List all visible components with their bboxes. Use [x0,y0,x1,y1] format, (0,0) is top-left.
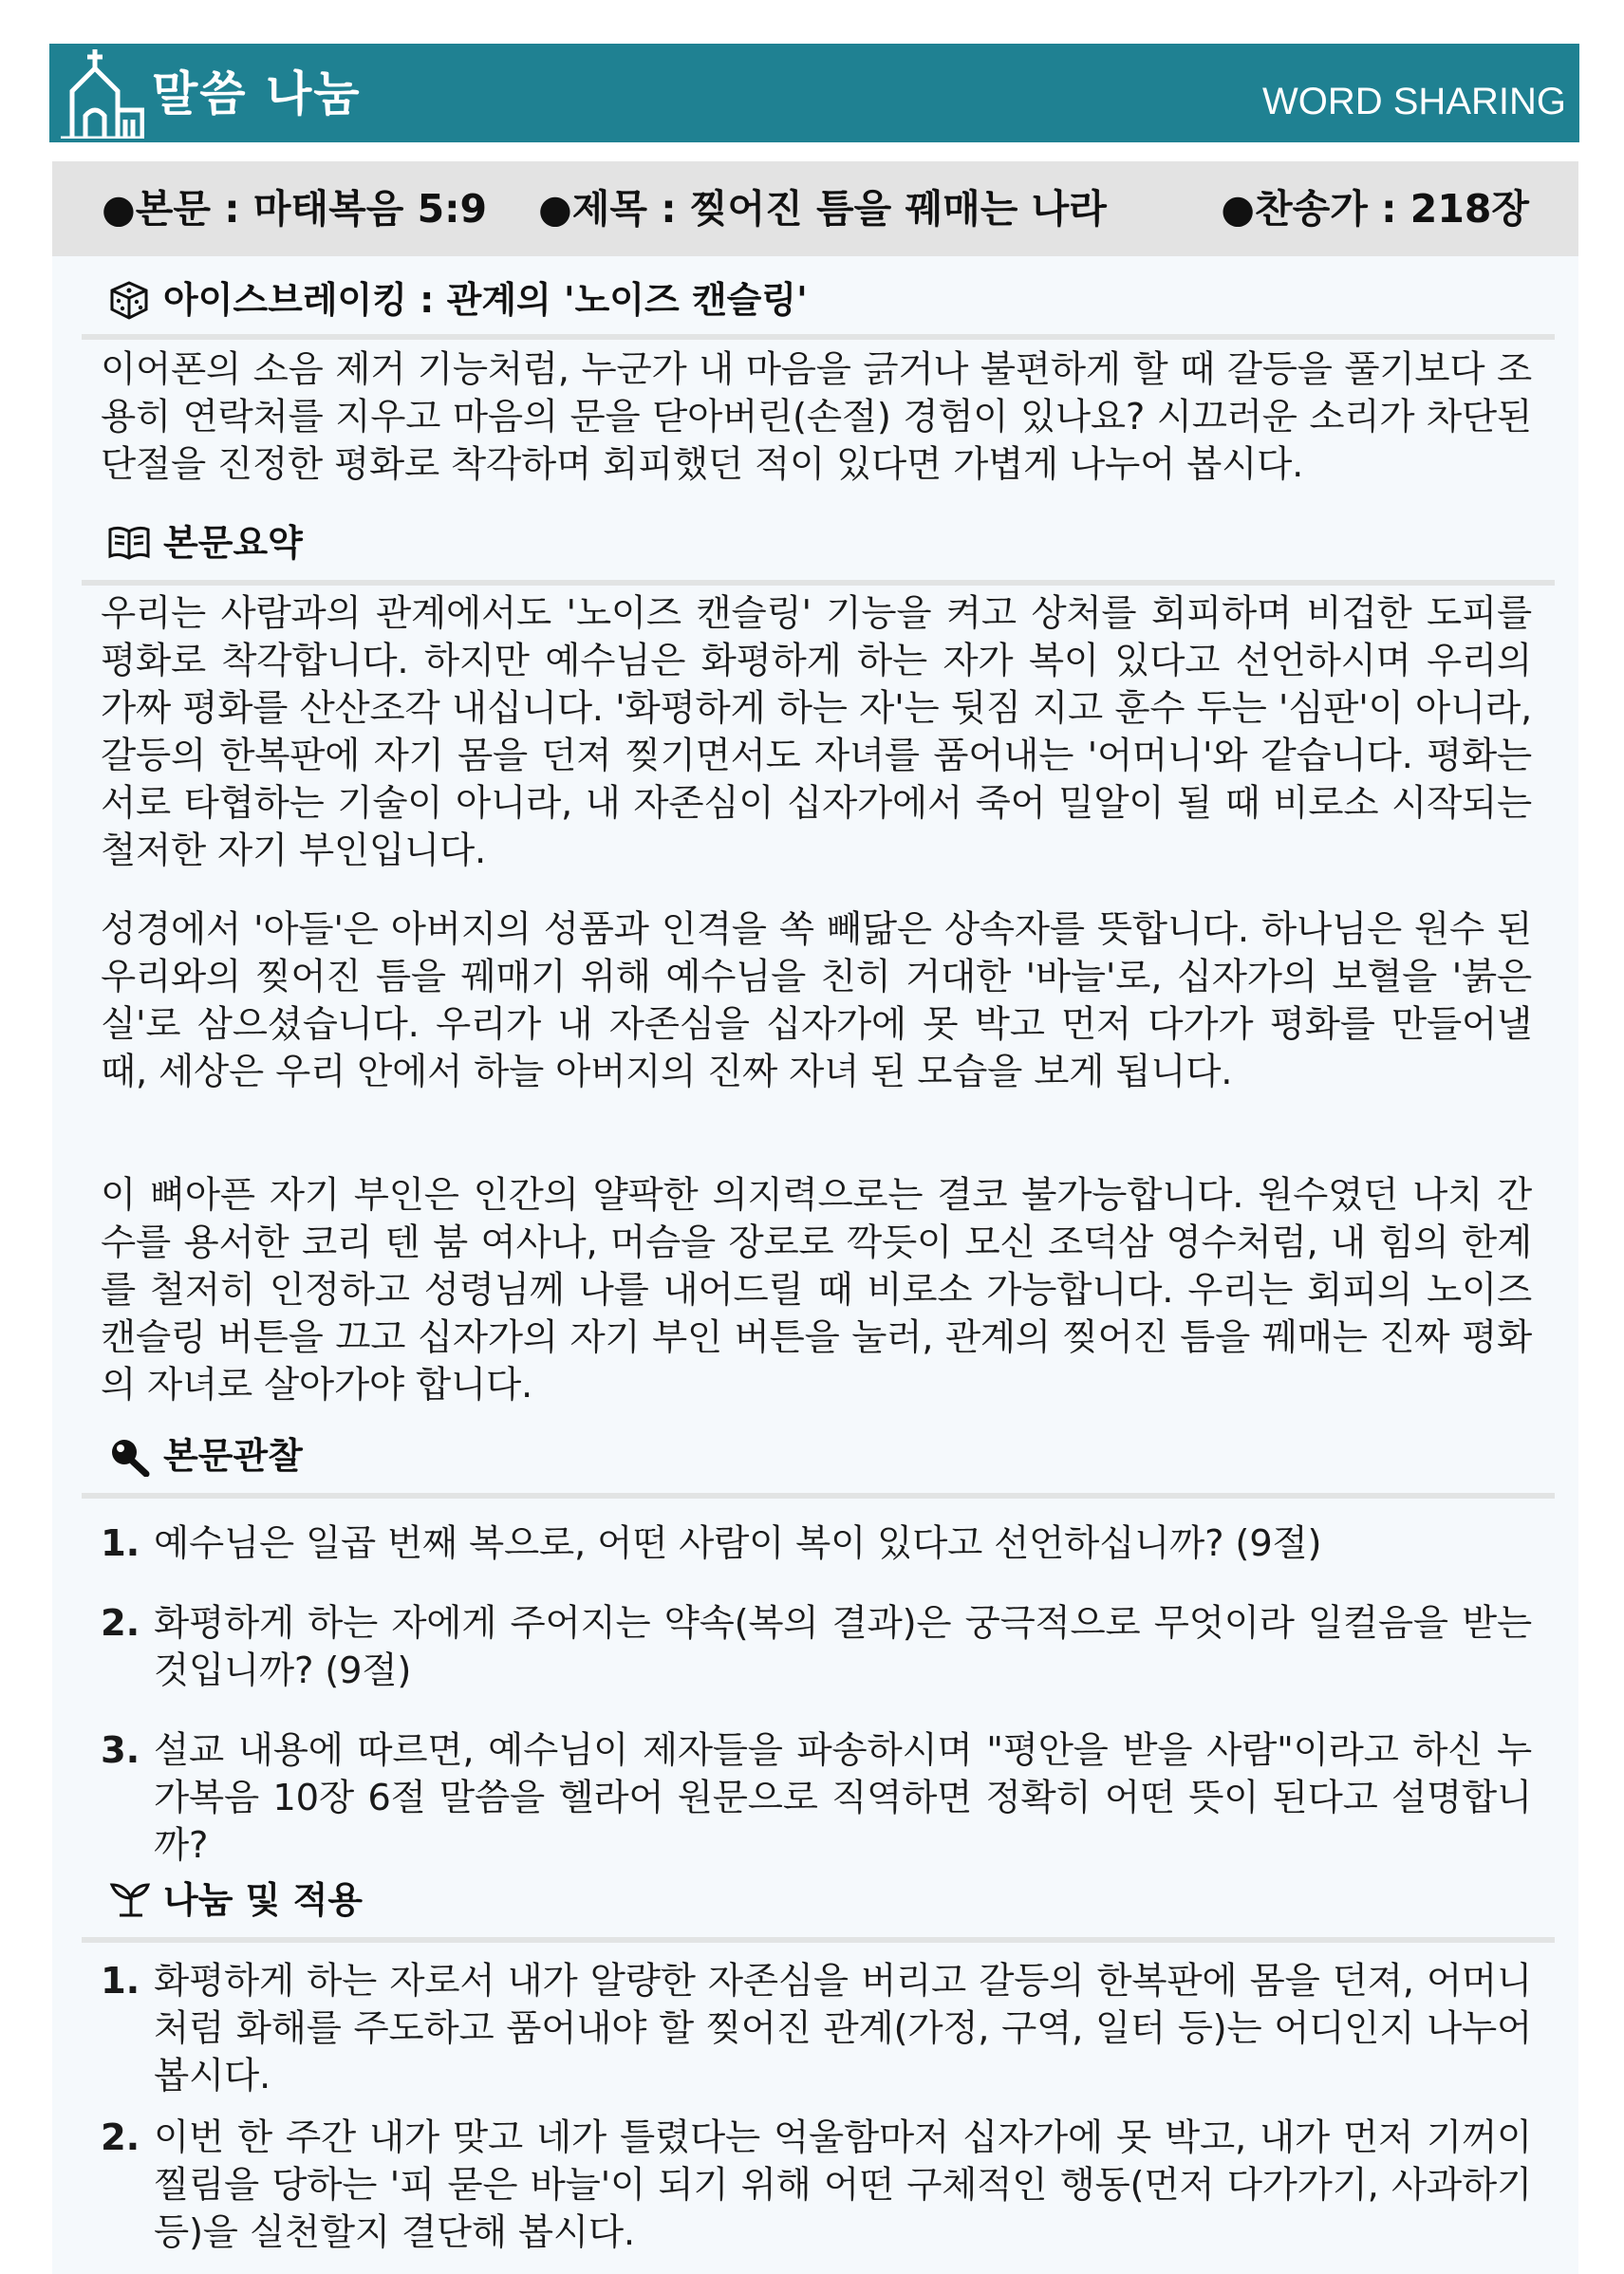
application-question [101,1958,1532,2100]
question-number: 3. [101,1729,140,1772]
summary-heading [106,518,303,568]
section-divider [82,1493,1555,1499]
question-number: 2. [101,1602,140,1645]
question-number: 1. [101,1960,140,2003]
observation-question [101,1600,1532,1695]
scripture-reference: ●본문 : 마태복음 5:9 [102,186,488,232]
application-question [101,2115,1532,2257]
page-title: 말씀 나눔 [152,66,362,121]
application-title: 나눔 및 적용 [163,1879,363,1921]
application-heading [106,1875,363,1925]
church-icon [57,47,144,139]
question-text: 화평하게 하는 자에게 주어지는 약속(복의 결과)은 궁극적으로 무엇이라 일컬음을 받는 것입니까? (9절) [154,1602,1532,1692]
question-text: 이번 한 주간 내가 맞고 네가 틀렸다는 억울함마저 십자가에 못 박고, 내가 먼저 기꺼이 찔림을 당하는 '피 묻은 바늘'이 되기 위해 어떤 구체적인 행동(먼저 다가가기, 사과하기 등)을 실천할지 결단해 봅시다. [154,2116,1532,2254]
observation-question [101,1727,1532,1870]
question-text: 화평하게 하는 자로서 내가 알량한 자존심을 버리고 갈등의 한복판에 몸을 던져, 어머니처럼 화해를 주도하고 품어내야 할 찢어진 관계(가정, 구역, 일터 등)는 어디인지 나누어 봅시다. [154,1960,1532,2097]
question-text: 예수님은 일곱 번째 복으로, 어떤 사람이 복이 있다고 선언하십니까? (9절) [154,1522,1322,1565]
dice-icon [106,279,152,321]
sermon-title: ●제목 : 찢어진 틈을 꿰매는 나라 [538,186,1107,232]
observation-question [101,1520,1532,1568]
section-divider [82,580,1555,586]
question-number: 1. [101,1522,140,1565]
summary-paragraph: 성경에서 '아들'은 아버지의 성품과 인격을 쏙 빼닮은 상속자를 뜻합니다. 하나님은 원수 된 우리와의 찢어진 틈을 꿰매기 위해 예수님을 친히 거대한 '바늘'로, 십자가의 보혈을 '붉은 실'로 삼으셨습니다. 우리가 내 자존심을 십자가에 못 박고 먼저 다가가 평화를 만들어낼 때, 세상은 우리 안에서 하늘 아버지의 진짜 자녀 된 모습을 보게 됩니다. [101,908,1532,1093]
sprout-icon [106,1879,152,1921]
section-divider [82,1937,1555,1943]
info-bar [52,161,1578,256]
magnifier-icon [106,1435,152,1477]
summary-paragraph: 이 뼈아픈 자기 부인은 인간의 얄팍한 의지력으로는 결코 불가능합니다. 원수였던 나치 간수를 용서한 코리 텐 붐 여사나, 머슴을 장로로 깍듯이 모신 조덕삼 영수처럼, 내 힘의 한계를 철저히 인정하고 성령님께 나를 내어드릴 때 비로소 가능합니다. 우리는 회피의 노이즈 캔슬링 버튼을 끄고 십자가의 자기 부인 버튼을 눌러, 관계의 찢어진 틈을 꿰매는 진짜 평화의 자녀로 살아가야 합니다. [101,1174,1532,1407]
book-icon [106,522,152,564]
summary-title: 본문요약 [163,522,303,564]
hymn-number: ●찬송가 : 218장 [1221,186,1529,232]
summary-paragraph: 우리는 사람과의 관계에서도 '노이즈 캔슬링' 기능을 켜고 상처를 회피하며 비겁한 도피를 평화로 착각합니다. 하지만 예수님은 화평하게 하는 자가 복이 있다고 선언하시며 우리의 가짜 평화를 산산조각 내십니다. '화평하게 하는 자'는 뒷짐 지고 훈수 두는 '심판'이 아니라, 갈등의 한복판에 자기 몸을 던져 찢기면서도 자녀를 품어내는 '어머니'와 같습니다. 평화는 서로 타협하는 기술이 아니라, 내 자존심이 십자가에서 죽어 밀알이 될 때 비로소 시작되는 철저한 자기 부인입니다. [101,592,1532,872]
icebreak-heading [106,275,808,325]
observation-heading [106,1431,303,1481]
page-subtitle: WORD SHARING [1262,81,1566,122]
question-number: 2. [101,2116,140,2159]
header-banner [49,44,1579,142]
section-divider [82,334,1555,340]
observation-title: 본문관찰 [163,1435,303,1477]
question-text: 설교 내용에 따르면, 예수님이 제자들을 파송하시며 "평안을 받을 사람"이라고 하신 누가복음 10장 6절 말씀을 헬라어 원문으로 직역하면 정확히 어떤 뜻이 된다고 설명합니까? [154,1729,1532,1867]
icebreak-text: 이어폰의 소음 제거 기능처럼, 누군가 내 마음을 긁거나 불편하게 할 때 갈등을 풀기보다 조용히 연락처를 지우고 마음의 문을 닫아버린(손절) 경험이 있나요? 시끄러운 소리가 차단된 단절을 진정한 평화로 착각하며 회피했던 적이 있다면 가볍게 나누어 봅시다. [101,348,1532,486]
icebreak-title: 아이스브레이킹 : 관계의 '노이즈 캔슬링' [163,279,808,321]
